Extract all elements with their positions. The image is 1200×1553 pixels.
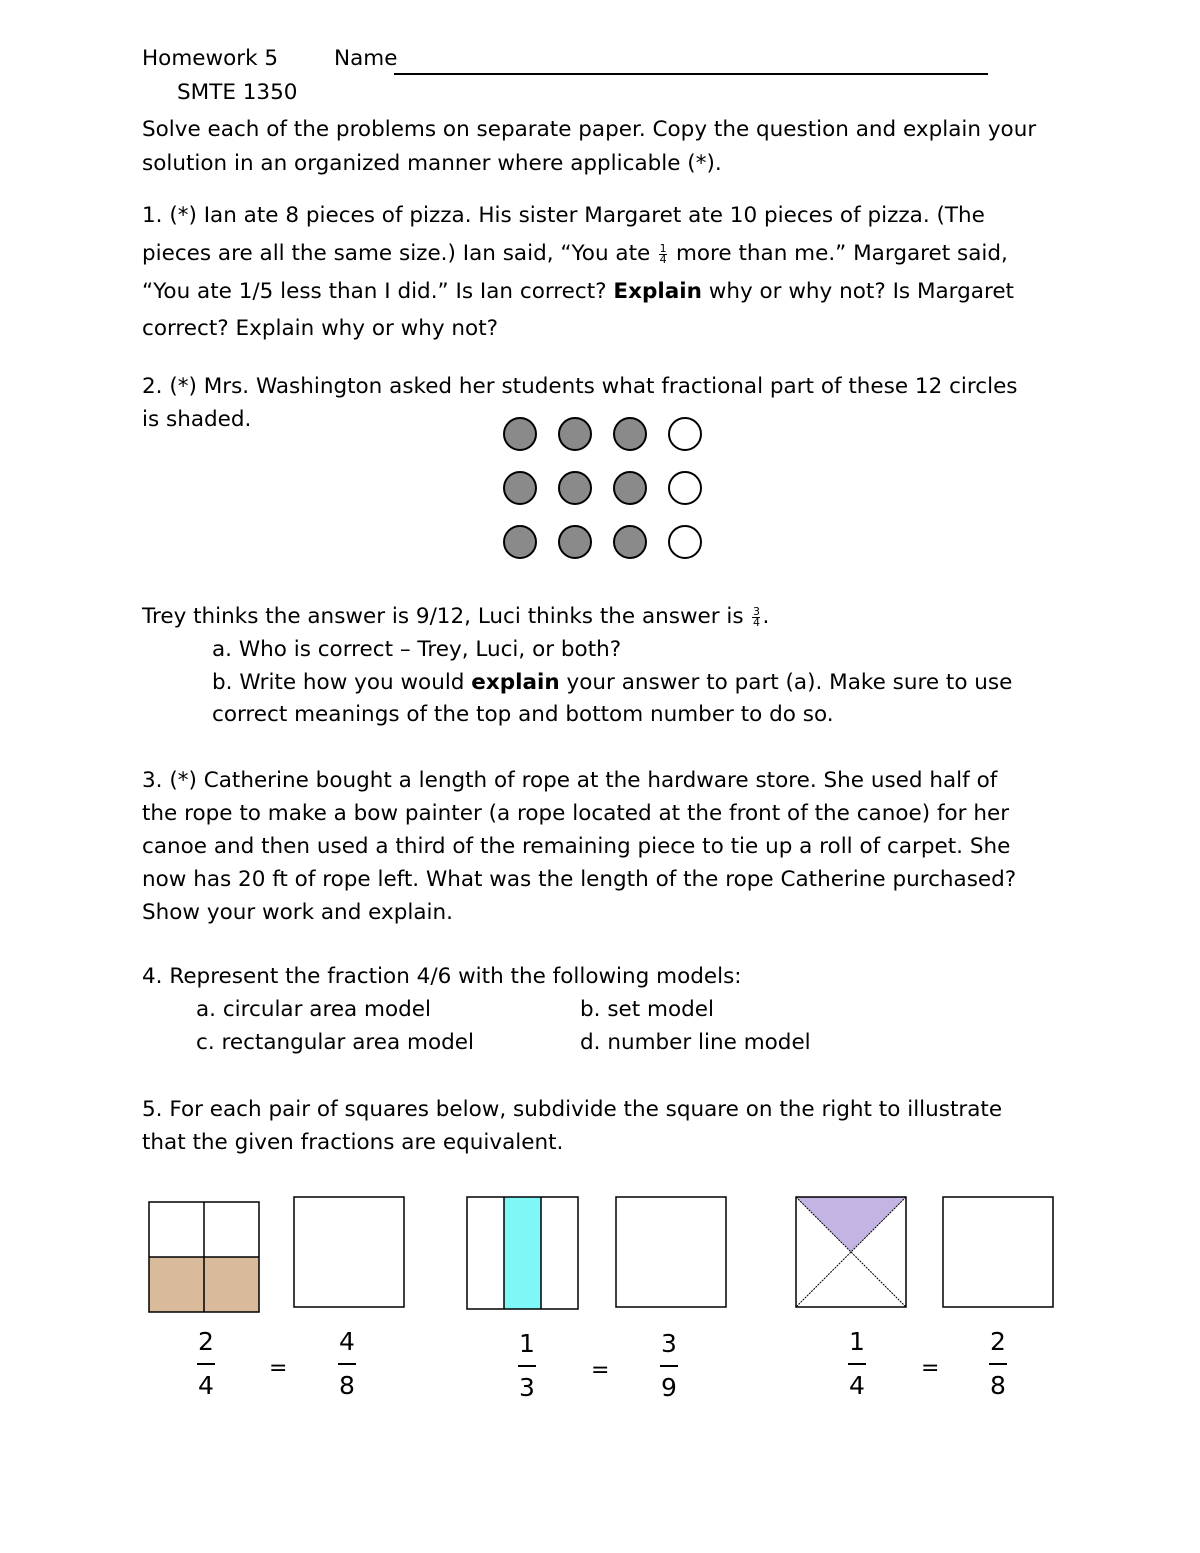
q4-option-b: b. set model [580,997,714,1022]
q2-trey-text-a: Trey thinks the answer is 9/12, Luci thinks the answer is [142,604,744,629]
fraction-4-8 [327,1327,367,1401]
numerator: 1 [849,1327,865,1356]
fraction-bar [338,1363,356,1365]
q1-line-1: 1. (*) Ian ate 8 pieces of pizza. His sister Margaret ate 10 pieces of pizza. (The [142,203,985,228]
numerator: 1 [519,1329,535,1358]
denominator: 3 [519,1373,535,1402]
q3-line-2: the rope to make a bow painter (a rope located at the front of the canoe) for her [142,801,1010,826]
equals-sign-2: = [591,1358,610,1383]
equals-sign-3: = [921,1356,940,1381]
q3-line-1: 3. (*) Catherine bought a length of rope at the hardware store. She used half of [142,768,998,793]
q2-frac-denominator: 4 [752,615,760,629]
numerator: 2 [990,1327,1006,1356]
denominator: 8 [990,1371,1006,1400]
q4-line-1: 4. Represent the fraction 4/6 with the following models: [142,964,742,989]
square-blank-1[interactable] [294,1197,404,1307]
square-thirds-shaded [467,1197,578,1309]
q2-part-b-line-2: correct meanings of the top and bottom number to do so. [212,702,834,727]
fraction-bar [518,1365,536,1367]
name-label: Name [334,46,398,71]
denominator: 9 [661,1373,677,1402]
q2-part-a: a. Who is correct – Trey, Luci, or both? [212,637,622,662]
q1-line-3-text-a: “You ate 1/5 less than I did.” Is Ian correct? [142,279,607,304]
numerator: 4 [339,1327,355,1356]
q1-explain-bold: Explain [613,279,702,304]
q1-line-2-text-a: pieces are all the same size.) Ian said, “You ate [142,241,651,266]
instructions-line-1: Solve each of the problems on separate paper. Copy the question and explain your [142,117,1037,142]
fraction-2-8 [978,1327,1018,1401]
q4-option-a: a. circular area model [196,997,431,1022]
denominator: 4 [198,1371,214,1400]
q4-option-d: d. number line model [580,1030,811,1055]
square-blank-3[interactable] [943,1197,1053,1307]
fraction-3-9 [649,1329,689,1403]
homework-title: Homework 5 [142,46,279,71]
course-code: SMTE 1350 [177,80,298,105]
instructions-line-2: solution in an organized manner where applicable (*). [142,151,722,176]
fraction-2-4 [186,1327,226,1401]
numerator: 3 [661,1329,677,1358]
square-blank-2[interactable] [616,1197,726,1307]
q1-frac-numerator: 1 [659,241,667,255]
fraction-1-3 [507,1329,547,1403]
fraction-bar [989,1363,1007,1365]
q2-part-b-text-b: your answer to part (a). Make sure to use [566,670,1013,695]
q1-frac-denominator: 4 [659,252,667,266]
q5-line-1: 5. For each pair of squares below, subdivide the square on the right to illustrate [142,1097,1003,1122]
q3-line-5: Show your work and explain. [142,900,453,925]
fraction-1-4 [837,1327,877,1401]
q2-part-b-text-a: b. Write how you would [212,670,465,695]
q2-line-1: 2. (*) Mrs. Washington asked her students what fractional part of these 12 circles [142,374,1018,399]
q5-line-2: that the given fractions are equivalent. [142,1130,564,1155]
q2-trey-text-b: . [762,604,770,629]
q1-line-2-text-b: more than me.” Margaret said, [675,241,1008,266]
q2-explain-bold: explain [471,670,560,695]
q2-line-2: is shaded. [142,407,252,432]
fraction-bar [848,1363,866,1365]
square-halves-shaded [149,1202,259,1312]
square-quarters-diagonal-shaded [796,1197,906,1307]
denominator: 4 [849,1371,865,1400]
fraction-bar [660,1365,678,1367]
q4-option-c: c. rectangular area model [196,1030,474,1055]
q1-line-3-text-b: why or why not? Is Margaret [708,279,1014,304]
q3-line-4: now has 20 ft of rope left. What was the length of the rope Catherine purchased? [142,867,1017,892]
equals-sign-1: = [269,1356,288,1381]
q1-line-4: correct? Explain why or why not? [142,316,499,341]
q2-frac-numerator: 3 [752,604,760,618]
numerator: 2 [198,1327,214,1356]
fraction-bar [197,1363,215,1365]
denominator: 8 [339,1371,355,1400]
q3-line-3: canoe and then used a third of the remaining piece to tie up a roll of carpet. She [142,834,1011,859]
